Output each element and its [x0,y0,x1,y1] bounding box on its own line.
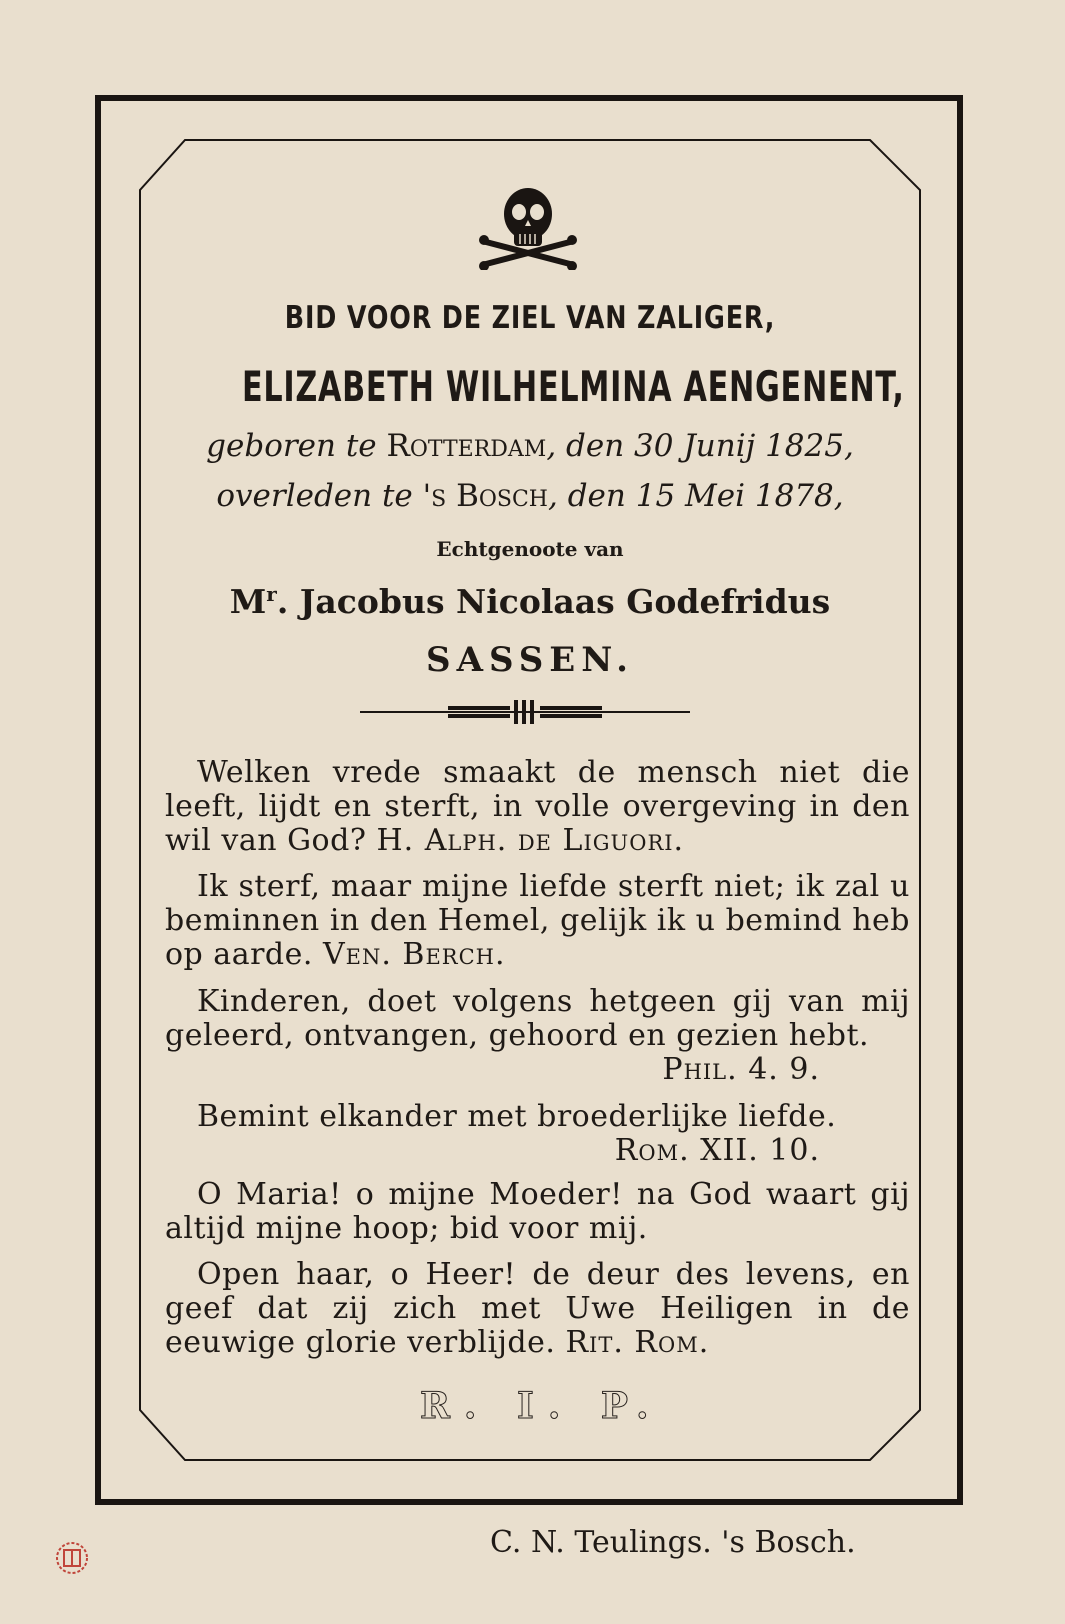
born-date: , den 30 Junij 1825, [546,428,854,464]
passage-4 [165,1100,910,1168]
born-place: Rotterdam [386,428,547,464]
died-prefix: overleden te [216,478,423,514]
born-prefix: geboren te [206,428,387,464]
passage-4-text: Bemint elkander met broederlijke liefde. [197,1099,837,1134]
passage-6 [165,1258,910,1360]
deceased-name: ELIZABETH WILHELMINA AENGENENT, [242,362,905,411]
passage-6-attribution: Rit. Rom. [565,1325,710,1360]
husband-title-sup: r [266,582,277,606]
spouse-of-label: Echtgenoote van [436,537,624,561]
passage-5-text: O Maria! o mijne Moeder! na God waart gij altijd mijne hoop; bid voor mij. [165,1177,910,1246]
passage-2-text: Ik sterf, maar mijne liefde sterft niet; ik zal u beminnen in den Hemel, gelijk ik u bemind heb op aarde. [165,869,910,972]
passage-1 [165,756,910,858]
passage-3 [165,985,910,1087]
skull-and-crossbones-icon [478,186,578,270]
passage-3-text: Kinderen, doet volgens hetgeen gij van mij geleerd, ontvangen, gehoord en gezien hebt. [165,984,910,1053]
husband-title: M [229,582,267,621]
passage-5 [165,1178,910,1246]
rip-inscription: R. I. P. [420,1385,663,1427]
husband-surname: SASSEN. [426,640,634,680]
passage-4-attribution: Rom. XII. 10. [614,1133,820,1168]
prayer-heading: BID VOOR DE ZIEL VAN ZALIGER, [284,300,776,336]
birth-line [130,428,930,464]
died-date: , den 15 Mei 1878, [548,478,844,514]
passage-2-attribution: Ven. Berch. [322,937,506,972]
died-place: 's Bosch [422,478,548,514]
passage-1-attribution: H. Alph. de Liguori. [376,823,685,858]
ornamental-rule [360,700,690,724]
passage-6-text: Open haar, o Heer! de deur des levens, en geef dat zij zich met Uwe Heiligen in de eeuwige glorie verblijde. [165,1257,910,1360]
printer-imprint: C. N. Teulings. 's Bosch. [490,1525,856,1560]
husband-name [130,582,930,621]
husband-names: . Jacobus Nicolaas Godefridus [276,582,831,621]
passage-2 [165,870,910,972]
passage-3-attribution: Phil. 4. 9. [662,1052,820,1087]
passage-1-text: Welken vrede smaakt de mensch niet die leeft, lijdt en sterft, in volle overgeving in den wil van God? [165,755,910,858]
death-line [130,478,930,514]
collection-stamp [52,1538,92,1578]
